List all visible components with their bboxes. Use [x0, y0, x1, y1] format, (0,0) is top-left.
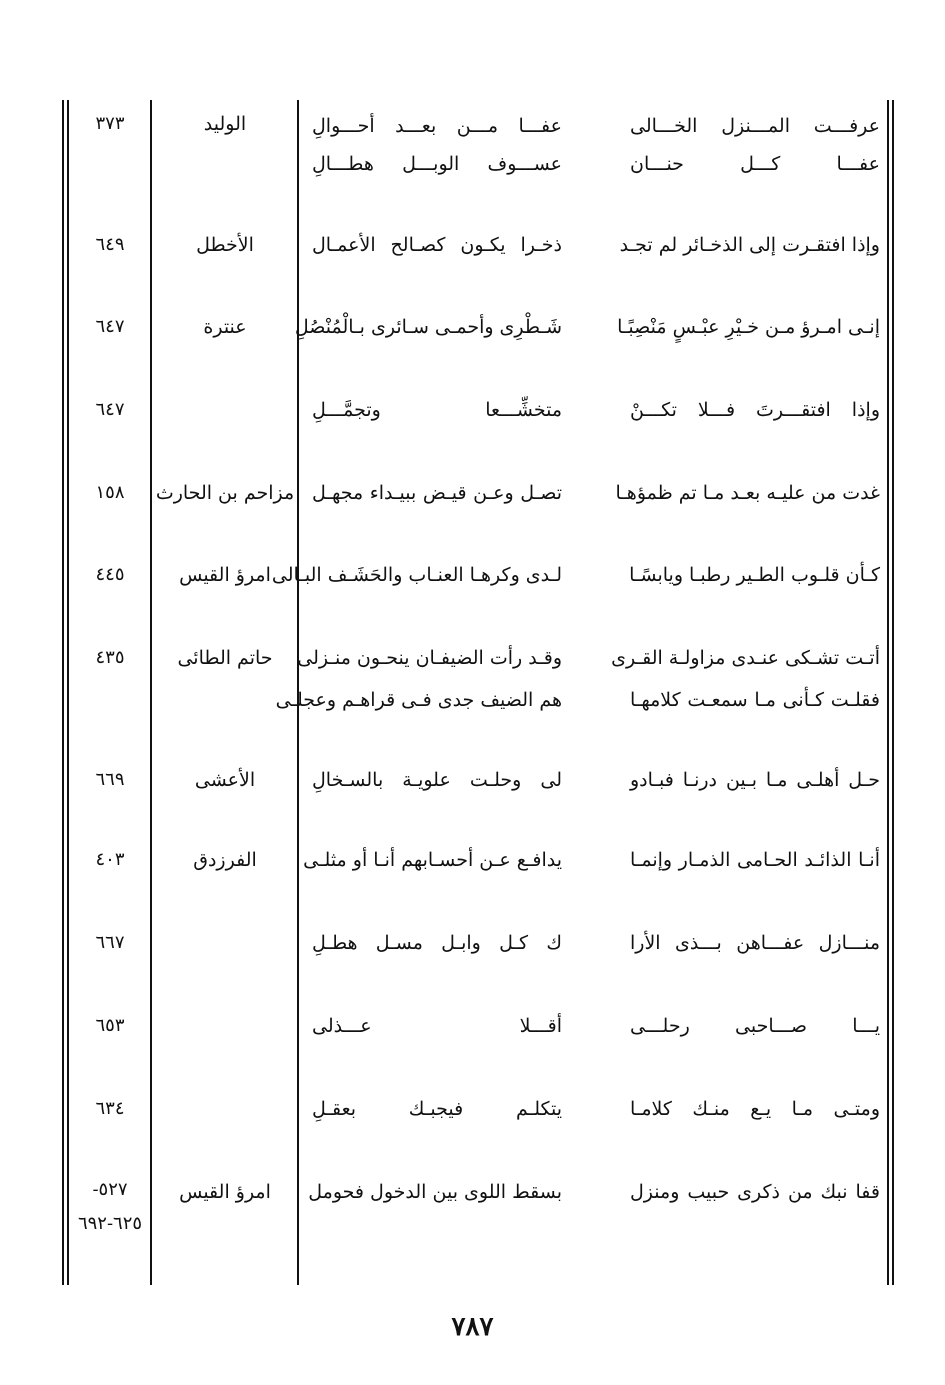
verse-first-hemistich: منـــازل عفـــاهن بـــذى الأرا	[630, 932, 880, 954]
page-reference: ٣٧٣	[95, 113, 125, 134]
page-reference: ٦٣٤	[95, 1098, 125, 1119]
verse-second-hemistich: متخشِّـــعا وتجمَّـــلِ	[312, 399, 562, 421]
verse-second-hemistich: شَـطْرِى وأحمـى سـائرى بـالْمُنْصُلِ	[294, 316, 562, 338]
poet-name: مزاحم بن الحارث	[155, 482, 295, 504]
page-reference: ٦٤٧	[95, 316, 125, 337]
verse-second-hemistich: بسقط اللوى بين الدخول فحومل	[308, 1181, 562, 1203]
verse-second-hemistich: ك كـل وابـل مسـل هطـلِ	[312, 932, 562, 954]
page-reference: ٤٤٥	[95, 564, 125, 585]
page-reference: ٦٤٩	[95, 234, 125, 255]
verse-second-hemistich: أقـــلا عـــذلى	[312, 1015, 562, 1037]
verse-first-hemistich: وإذا افتقـرت إلى الذخـائر لم تجـد	[619, 234, 880, 256]
page-reference: ٦٤٧	[95, 399, 125, 420]
page-reference: ٦٦٧	[95, 932, 125, 953]
page-reference: ٤٠٣	[95, 849, 125, 870]
table-border-right	[887, 100, 889, 1285]
poet-name: امرؤ القيس	[179, 564, 271, 586]
poet-name: امرؤ القيس	[179, 1181, 271, 1203]
poet-name: الوليد	[203, 113, 247, 135]
verse-second-hemistich: لى وحلـت علويـة بالسـخالِ	[312, 769, 562, 791]
verse-first-hemistich: عرفـــت المـــنزل الخـــالى	[630, 115, 880, 137]
page-reference: ٦٦٩	[95, 769, 125, 790]
verse-first-hemistich: فقلـت كـأنى مـا سمعـت كلامهـا	[630, 689, 880, 711]
table-border-left	[62, 100, 64, 1285]
verse-first-hemistich: أتـت تشـكى عنـدى مزاولـة القـرى	[611, 647, 880, 669]
poet-name: الفرزدق	[193, 849, 257, 871]
table-border-right-inner	[892, 100, 894, 1285]
verse-first-hemistich: قفا نبك من ذكرى حبيب ومنزل	[630, 1181, 880, 1203]
verse-first-hemistich: عفـــا كـــل حنـــان	[630, 153, 880, 175]
verse-second-hemistich: تصـل وعـن قيـض ببيـداء مجهـل	[312, 482, 562, 504]
verse-first-hemistich: كـأن قلـوب الطـير رطبـا ويابسًـا	[629, 564, 880, 586]
verse-second-hemistich: وقـد رأت الضيفـان ينحـون منـزلى	[297, 647, 562, 669]
verse-first-hemistich: يـــا صـــاحبى رحلـــى	[630, 1015, 880, 1037]
verse-first-hemistich: أنـا الذائـد الحـامى الذمـار وإنمـا	[630, 849, 880, 871]
poet-name: عنترة	[203, 316, 247, 338]
verse-first-hemistich: غدت من عليـه بعـد مـا تم ظمؤهـا	[615, 482, 880, 504]
page-reference: ٦٢٥-٦٩٢	[77, 1213, 143, 1234]
column-divider-page	[150, 100, 152, 1285]
verse-second-hemistich: يتكلـم فيجبـك بعقـلِ	[312, 1098, 562, 1120]
page-number: ٧٨٧	[451, 1312, 494, 1342]
poet-name: حاتم الطائى	[177, 647, 273, 669]
poet-name: الأخطل	[196, 234, 254, 256]
page-reference: ٥٢٧-	[92, 1179, 128, 1200]
page-reference: ٤٣٥	[95, 647, 125, 668]
table-border-left-inner	[67, 100, 69, 1285]
verse-first-hemistich: ومتـى مـا يـع منـك كلامـا	[630, 1098, 880, 1120]
verse-first-hemistich: إنـى امـرؤ مـن خـيْرِ عبْـسٍ مَنْصِبًـا	[617, 316, 880, 338]
poet-name: الأعشى	[194, 769, 256, 791]
verse-second-hemistich: عســـوف الوبـــل هطـــالِ	[312, 153, 562, 175]
page-reference: ١٥٨	[95, 482, 125, 503]
verse-first-hemistich: وإذا افتقـــرتَ فـــلا تكـــنْ	[630, 399, 880, 421]
verse-second-hemistich: هم الضيف جدى فـى قراهـم وعجلـى	[275, 689, 562, 711]
verse-first-hemistich: حـل أهلـى مـا بـين درنـا فبـادو	[630, 769, 880, 791]
verse-second-hemistich: عفـــا مـــن بعـــد أحـــوالِ	[312, 115, 562, 137]
verse-second-hemistich: لـدى وكرهـا العنـاب والحَشَـف البـالى	[271, 564, 562, 586]
verse-second-hemistich: ذخـرا يكـون كصـالح الأعمـال	[312, 234, 562, 256]
page-reference: ٦٥٣	[95, 1015, 125, 1036]
verse-second-hemistich: يدافـع عـن أحسـابهم أنـا أو مثلـى	[303, 849, 562, 871]
